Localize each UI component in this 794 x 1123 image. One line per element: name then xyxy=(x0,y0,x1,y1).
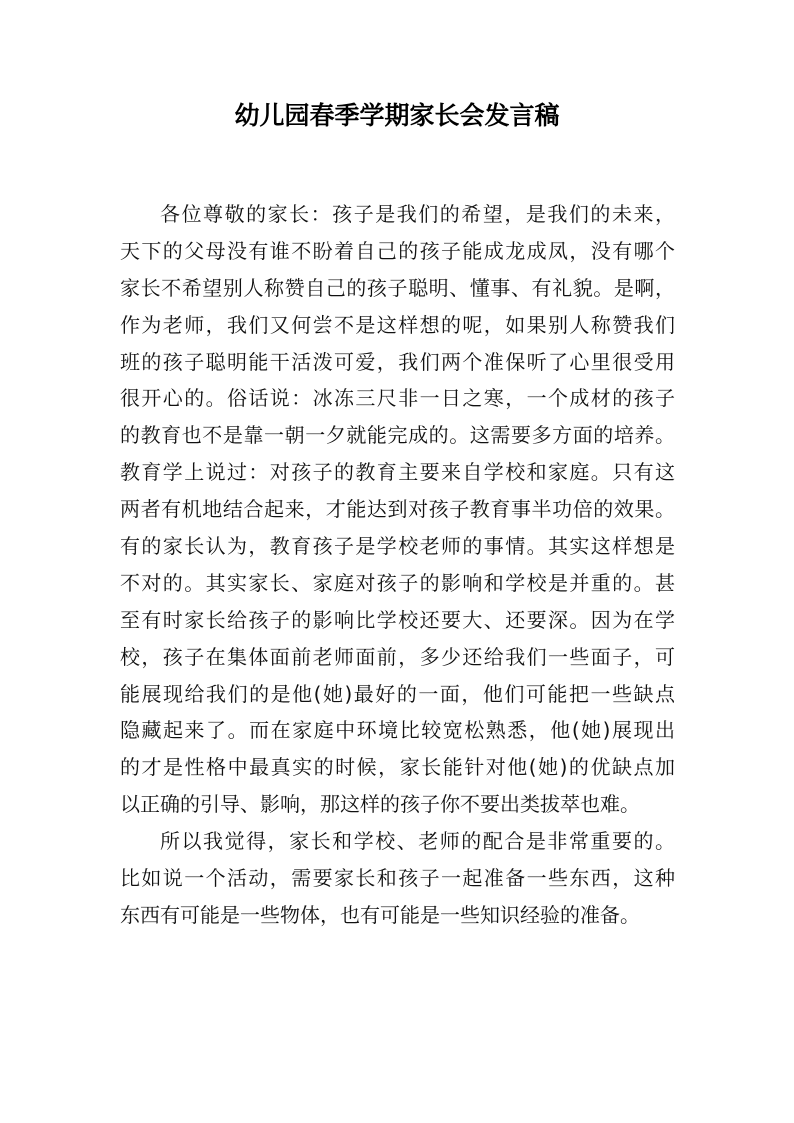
text-line: 两者有机地结合起来，才能达到对孩子教育事半功倍的效果。 xyxy=(120,497,675,522)
text-line: 至有时家长给孩子的影响比学校还要大、还要深。因为在学 xyxy=(120,607,675,632)
document-title: 幼儿园春季学期家长会发言稿 xyxy=(234,101,560,130)
text-line: 家长不希望别人称赞自己的孩子聪明、懂事、有礼貌。是啊， xyxy=(120,275,675,300)
text-line: 各位尊敬的家长：孩子是我们的希望，是我们的未来， xyxy=(160,202,675,226)
paragraph xyxy=(120,823,675,934)
text-line: 东西有可能是一些物体，也有可能是一些知识经验的准备。 xyxy=(120,902,640,927)
text-line: 班的孩子聪明能干活泼可爱，我们两个准保听了心里很受用 xyxy=(120,349,675,374)
text-line: 作为老师，我们又何尝不是这样想的呢，如果别人称赞我们 xyxy=(120,312,675,337)
text-line: 的教育也不是靠一朝一夕就能完成的。这需要多方面的培养。 xyxy=(120,423,675,448)
text-line: 不对的。其实家长、家庭对孩子的影响和学校是并重的。甚 xyxy=(120,570,675,595)
text-line: 隐藏起来了。而在家庭中环境比较宽松熟悉，他(她)展现出 xyxy=(120,718,675,743)
text-line: 有的家长认为，教育孩子是学校老师的事情。其实这样想是 xyxy=(120,534,675,559)
text-line: 的才是性格中最真实的时候，家长能针对他(她)的优缺点加 xyxy=(120,755,675,780)
text-line: 校，孩子在集体面前老师面前，多少还给我们一些面子，可 xyxy=(120,644,675,669)
text-line: 能展现给我们的是他(她)最好的一面，他们可能把一些缺点 xyxy=(120,681,675,706)
text-line: 所以我觉得，家长和学校、老师的配合是非常重要的。 xyxy=(160,829,675,854)
text-line: 以正确的引导、影响，那这样的孩子你不要出类拔萃也难。 xyxy=(120,792,640,817)
text-line: 教育学上说过：对孩子的教育主要来自学校和家庭。只有这 xyxy=(120,460,675,485)
paragraph xyxy=(120,196,675,823)
text-line: 天下的父母没有谁不盼着自己的孩子能成龙成凤，没有哪个 xyxy=(120,238,675,263)
text-line: 比如说一个活动，需要家长和孩子一起准备一些东西，这种 xyxy=(120,866,675,891)
document-body xyxy=(120,196,675,934)
text-line: 很开心的。俗话说：冰冻三尺非一日之寒，一个成材的孩子 xyxy=(120,386,675,411)
